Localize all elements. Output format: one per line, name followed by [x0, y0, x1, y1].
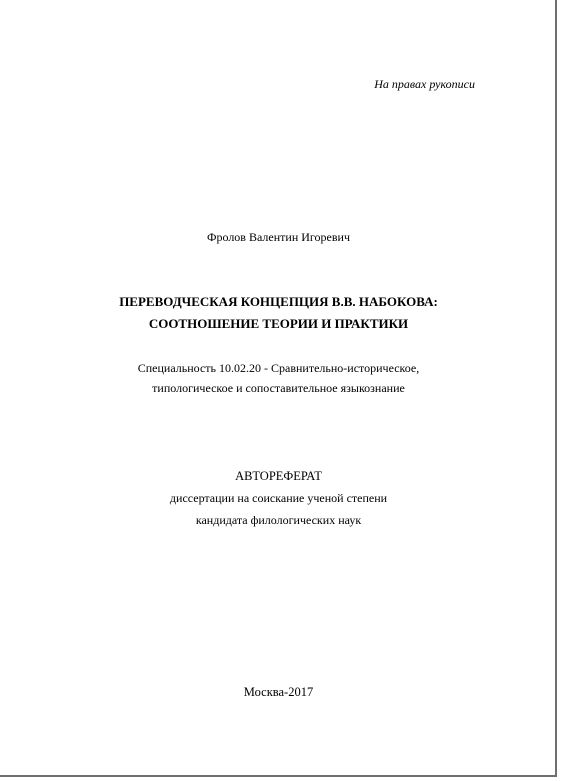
rights-note: На правах рукописи	[374, 77, 475, 91]
author-name: Фролов Валентин Игоревич	[207, 230, 350, 244]
abstract-heading: АВТОРЕФЕРАТ	[235, 469, 322, 483]
specialty-line-1: Специальность 10.02.20 - Сравнительно-историческое,	[137, 361, 420, 375]
abstract-subtitle-line-1: диссертации на соискание ученой степени	[169, 491, 388, 505]
specialty-line-2: типологическое и сопоставительное языкознание	[152, 381, 405, 395]
thesis-title-line-1: ПЕРЕВОДЧЕСКАЯ КОНЦЕПЦИЯ В.В. НАБОКОВА:	[119, 294, 438, 309]
city-year: Москва-2017	[243, 685, 314, 699]
thesis-title-line-2: СООТНОШЕНИЕ ТЕОРИИ И ПРАКТИКИ	[148, 316, 409, 331]
abstract-subtitle-line-2: кандидата филологических наук	[195, 513, 362, 527]
